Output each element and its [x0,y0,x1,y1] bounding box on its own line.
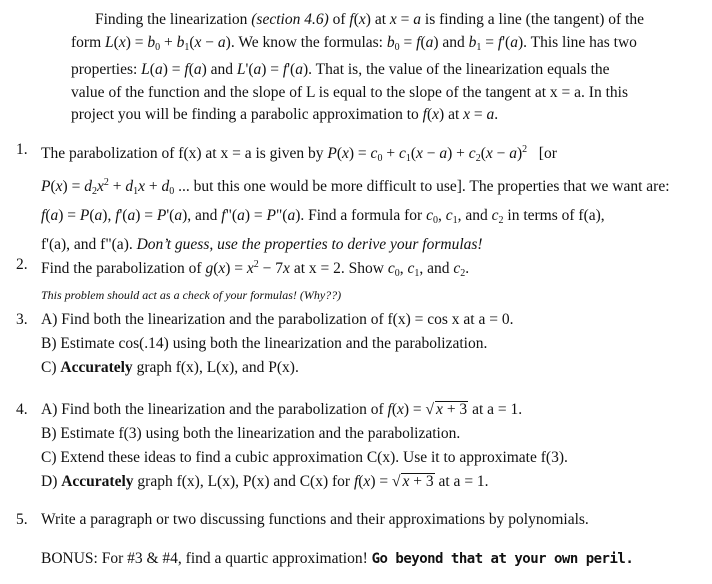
bonus-text: BONUS: For #3 & #4, find a quartic approximation! [41,550,368,567]
problem-1-line-2: $P(x) = d_2x^2 + d_1x + d_0$ ... but this one would be more difficult to use]. The properties that we want are: [41,177,670,197]
problem-text: ... but this one would be more difficult to use]. The properties that we want are: [178,178,670,195]
intro-text: project you will be finding a parabolic approximation to [71,106,423,123]
problem-2-line-1: Find the parabolization of $g(x) = x^2 - 7x$ at x = 2. Show $c_0$, $c_1$, and $c_2$. [41,259,470,279]
problem-1-line-1: The parabolization of f(x) at x = a is given by $P(x) = c_0 + c_1(x - a) + c_2(x - a)^2$ [or [41,144,557,164]
intro-text: Finding the linearization [95,11,252,28]
intro-text: at [444,106,464,123]
intro-text: . We know the formulas: [230,33,387,51]
problem-number: 1. [16,141,28,158]
intro-paragraph: Finding the linearization (section 4.6) of f(x) at x = a is finding a line (the tangent) of the form $L(x) = b_0 + b_1(x - a)$. We know the formulas: $b_0 = f(a)$ and $b_1 = f'(a)$. This line has two properties: L(a) = f(a) and L'(a) = f'(a). That is, the value of the linearization equals the value of the function and the slope of L is equal to the slope of the tangent at x = a. In this project you will be finding a parabolic approximation to f(x) at x = a. [71,11,645,123]
problem-3a: A) Find both the linearization and the parabolization of f(x) = cos x at a = 0. [41,311,514,328]
problem-number: 3. [16,311,28,328]
problem-text: f'(a), and f"(a). [41,236,137,253]
problem-1 [16,138,706,257]
problem-text: in terms of f(a), [503,207,605,224]
problem-text: graph f(x), L(x), P(x) and C(x) for [133,473,354,490]
intro-text: and [206,61,237,78]
problem-text: . Find a formula for [300,207,427,224]
problem-2 [16,253,706,304]
problem-emphasis: Accurately [60,359,133,376]
problem-text: Find the parabolization of [41,260,206,277]
problem-4c: C) Extend these ideas to find a cubic approximation C(x). Use it to approximate f(3). [41,449,568,466]
problem-2-note: This problem should act as a check of your formulas! (Why??) [41,288,342,302]
intro-text: . That is, the value of the linearization equals the [308,61,610,78]
problem-3c [41,356,706,380]
handwritten-note: Go beyond that at your own peril. [371,551,634,567]
intro-text: properties: [71,61,142,78]
problem-emphasis: Accurately [61,473,134,490]
problem-text: The parabolization of f(x) at x = a is given by [41,145,328,162]
problem-text: [or [538,145,557,162]
problem-3b: B) Estimate cos(.14) using both the linearization and the parabolization. [41,335,488,352]
problem-5 [16,508,706,532]
problem-emphasis: Don’t guess, use the properties to derive your formulas! [136,236,483,253]
problem-3 [16,308,706,380]
problem-number: 4. [16,401,28,418]
problem-text: graph f(x), L(x), and P(x). [132,359,299,376]
problem-5-text: Write a paragraph or two discussing functions and their approximations by polynomials. [41,511,589,528]
problem-text: at x = 2. Show [289,260,388,277]
intro-text: . This line has two [523,33,637,51]
problem-4 [16,398,706,494]
intro-text: and [438,33,469,51]
problem-4b: B) Estimate f(3) using both the linearization and the parabolization. [41,425,461,442]
intro-text: of [328,11,350,28]
problem-number: 2. [16,256,28,273]
intro-text: value of the function and the slope of L is equal to the slope of the tangent at x = a. In this [71,83,628,101]
problem-text: at a = 1. [434,473,489,490]
problem-text: , and [187,207,222,224]
problem-text: D) [41,473,62,490]
intro-text: is finding a line (the tangent) of the [421,11,645,28]
bonus-line [16,547,706,571]
problem-4d: D) Accurately graph f(x), L(x), P(x) and C(x) for f(x) = √ x + 3 at a = 1. [41,473,489,490]
intro-text: form [71,33,106,51]
section-ref: (section 4.6) [251,11,329,28]
problem-text: at a = 1. [468,401,523,418]
problem-4a: A) Find both the linearization and the parabolization of f(x) = √ x + 3 at a = 1. [41,401,523,418]
problem-text: A) Find both the linearization and the parabolization of [41,401,388,418]
problem-text: C) [41,359,61,376]
problem-number: 5. [16,511,28,528]
problem-1-line-3: f(a) = P(a), f'(a) = P'(a), and f"(a) = P"(a). Find a formula for $c_0$, $c_1$, and $c_2$ in terms of f(a), [41,207,605,226]
